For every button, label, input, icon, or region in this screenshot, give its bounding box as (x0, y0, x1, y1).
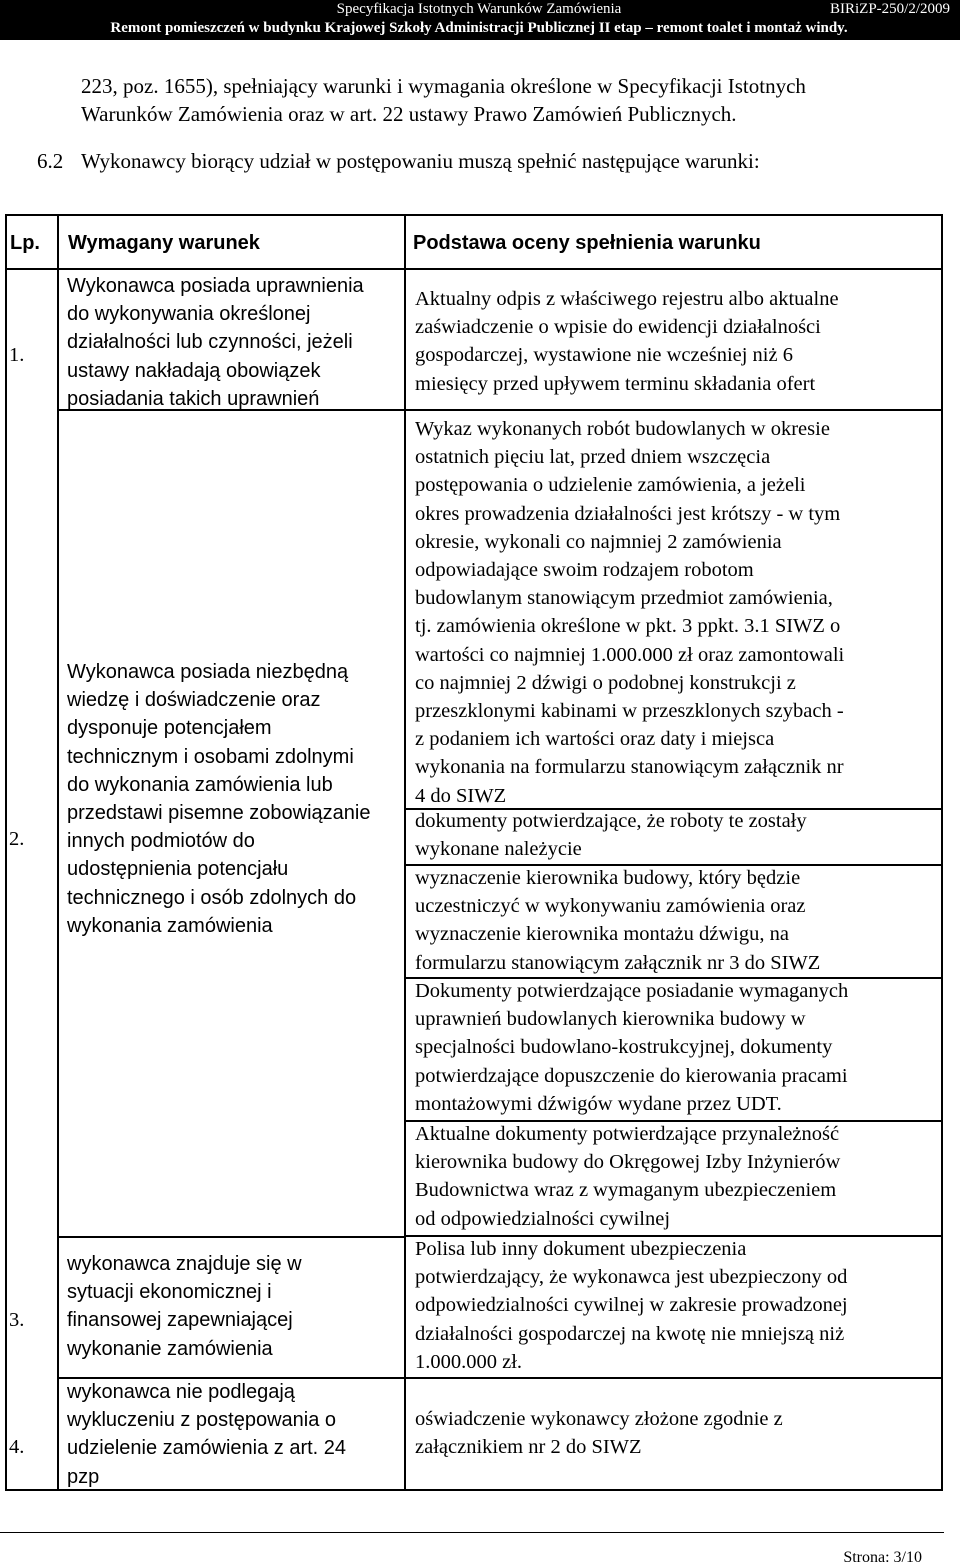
evidence-text-line: ostatnich pięciu lat, przed dniem wszczęcia (415, 446, 771, 469)
evidence-text-line: wykonane należycie (415, 838, 582, 861)
evidence-text-line: montażowymi dźwigów wydane przez UDT. (415, 1092, 782, 1115)
evidence-text-line: potwierdzający, że wykonawca jest ubezpieczony od (415, 1266, 848, 1289)
document-title: Specyfikacja Istotnych Warunków Zamówienia (336, 1, 622, 17)
requirement-text-line: technicznego i osób zdolnych do (67, 886, 357, 909)
table-column-rule (404, 214, 406, 1491)
requirement-text-line: do wykonania zamówienia lub (67, 773, 333, 796)
table-border-top (5, 214, 943, 216)
row-number: 3. (9, 1309, 25, 1331)
evidence-text-line: 4 do SIWZ (415, 784, 507, 807)
evidence-text-line: potwierdzające dopuszczenie do kierowania pracami (415, 1064, 848, 1087)
evidence-text-line: wykonania na formularzu stanowiącym załącznik nr (415, 756, 844, 779)
evidence-text-line: Dokumenty potwierdzające posiadanie wymaganych (415, 980, 849, 1002)
evidence-text-line: co najmniej 2 dźwigi o podobnej konstrukcji z (415, 671, 796, 694)
page-number: Strona: 3/10 (843, 1549, 922, 1566)
table-header-rule (5, 268, 943, 270)
evidence-text-line: formularzu stanowiącym załącznik nr 3 do SIWZ (415, 951, 821, 974)
evidence-text-line: 1.000.000 zł. (415, 1350, 523, 1373)
evidence-text-line: gospodarczej, wystawione nie wcześniej niż 6 (415, 344, 793, 367)
requirement-text-line: Wykonawca posiada niezbędną (67, 661, 349, 683)
evidence-text-line: od odpowiedzialności cywilnej (415, 1207, 671, 1230)
requirement-text-line: udzielenie zamówienia z art. 24 (67, 1437, 347, 1460)
header-podstawa-oceny: Podstawa oceny spełnienia warunku (413, 232, 761, 254)
header-lp: Lp. (10, 232, 40, 254)
table-row-rule (404, 1377, 943, 1379)
requirement-text-line: wiedzę i doświadczenie oraz (67, 689, 321, 712)
evidence-text-line: uprawnień budowlanych kierownika budowy w (415, 1008, 806, 1031)
header-subject-line: Remont pomieszczeń w budynku Krajowej Szkoły Administracji Publicznej II etap – remont toalet i montaż windy. (110, 20, 848, 36)
table-row-rule (404, 409, 943, 411)
evidence-text-line: Aktualny odpis z właściwego rejestru albo aktualne (415, 288, 839, 310)
row-number: 2. (9, 828, 25, 850)
row-number: 1. (9, 344, 25, 366)
evidence-text-line: załącznikiem nr 2 do SIWZ (415, 1436, 642, 1459)
requirement-text-line: Wykonawca posiada uprawnienia (67, 275, 364, 297)
footer-divider (0, 1532, 944, 1533)
requirement-text-line: ustawy nakładają obowiązek (67, 359, 321, 382)
evidence-text-line: budowlanym stanowiącym przedmiot zamówienia, (415, 587, 833, 610)
section-number: 6.2 (37, 149, 64, 173)
table-row-rule (57, 1236, 406, 1238)
page-header (0, 0, 960, 40)
table-border-right (941, 214, 943, 1491)
evidence-text-line: przeszklonymi kabinami w przeszklonych szybach - (415, 700, 844, 722)
evidence-text-line: Budownictwa wraz z wymaganym ubezpieczeniem (415, 1179, 837, 1202)
requirement-text-line: finansowej zapewniającej (67, 1309, 293, 1332)
evidence-text-line: oświadczenie wykonawcy złożone zgodnie z (415, 1408, 783, 1430)
requirement-text-line: wykonawca nie podlegają (67, 1381, 295, 1403)
evidence-text-line: okres prowadzenia działalności jest krótszy - w tym (415, 502, 841, 525)
evidence-text-line: Aktualne dokumenty potwierdzające przynależność (415, 1123, 840, 1145)
evidence-text-line: działalności gospodarczej na kwotę nie mniejszą niż (415, 1322, 845, 1345)
evidence-text-line: z podaniem ich wartości oraz daty i miejsca (415, 728, 775, 751)
requirement-text-line: innych podmiotów do (67, 830, 255, 853)
requirement-text-line: wykonawca znajduje się w (67, 1253, 302, 1275)
requirement-text-line: wykonanie zamówienia (67, 1337, 273, 1360)
row-number: 4. (9, 1436, 25, 1458)
table-column-rule (57, 214, 59, 1491)
evidence-text-line: wartości co najmniej 1.000.000 zł oraz zamontowali (415, 643, 845, 666)
evidence-text-line: specjalności budowlano-kostrukcyjnej, dokumenty (415, 1036, 833, 1059)
requirement-text-line: dysponuje potencjałem (67, 717, 272, 740)
table-border-left (5, 214, 7, 1491)
requirement-text-line: przedstawi pisemne zobowiązanie (67, 802, 371, 824)
requirement-text-line: do wykonywania określonej (67, 303, 311, 326)
evidence-text-line: uczestniczyć w wykonywaniu zamówienia oraz (415, 895, 806, 918)
requirement-text-line: wykluczeniu z postępowania o (67, 1409, 337, 1432)
evidence-text-line: odpowiedzialności cywilnej w zakresie prowadzonej (415, 1294, 848, 1317)
evidence-text-line: kierownika budowy do Okręgowej Izby Inżynierów (415, 1151, 841, 1174)
evidence-text-line: Wykaz wykonanych robót budowlanych w okresie (415, 418, 830, 440)
requirement-text-line: technicznym i osobami zdolnymi (67, 745, 354, 768)
evidence-text-line: wyznaczenie kierownika budowy, który będzie (415, 867, 801, 889)
requirement-text-line: wykonania zamówienia (67, 914, 273, 937)
evidence-text-line: okresie, wykonali co najmniej 2 zamówienia (415, 530, 782, 553)
requirement-text-line: pzp (67, 1465, 100, 1488)
intro-line-2: Warunków Zamówienia oraz w art. 22 ustawy Prawo Zamówień Publicznych. (81, 102, 737, 126)
evidence-text-line: Polisa lub inny dokument ubezpieczenia (415, 1238, 747, 1260)
requirement-text-line: sytuacji ekonomicznej i (67, 1281, 272, 1304)
requirement-text-line: działalności lub czynności, jeżeli (67, 331, 353, 354)
evidence-text-line: odpowiadające swoim rodzajem robotom (415, 559, 754, 581)
requirement-text-line: udostępnienia potencjału (67, 858, 289, 881)
table-border-bottom (5, 1489, 943, 1491)
evidence-text-line: wyznaczenie kierownika montażu dźwigu, na (415, 923, 789, 946)
evidence-text-line: tj. zamówienia określone w pkt. 3 ppkt. 3.1 SIWZ o (415, 615, 841, 638)
intro-line-1: 223, poz. 1655), spełniający warunki i wymagania określone w Specyfikacji Istotnych (81, 74, 806, 98)
header-title-line (8, 1, 950, 19)
evidence-text-line: miesięcy przed upływem terminu składania ofert (415, 372, 816, 395)
evidence-text-line: zaświadczenie o wpisie do ewidencji działalności (415, 316, 821, 339)
evidence-text-line: postępowania o udzielenie zamówienia, a jeżeli (415, 474, 806, 497)
header-wymagany-warunek: Wymagany warunek (68, 232, 260, 254)
evidence-text-line: dokumenty potwierdzające, że roboty te zostały (415, 810, 807, 832)
section-heading: Wykonawcy biorący udział w postępowaniu muszą spełnić następujące warunki: (81, 149, 760, 173)
document-reference: BIRiZP-250/2/2009 (829, 1, 950, 17)
requirement-text-line: posiadania takich uprawnień (67, 387, 320, 410)
